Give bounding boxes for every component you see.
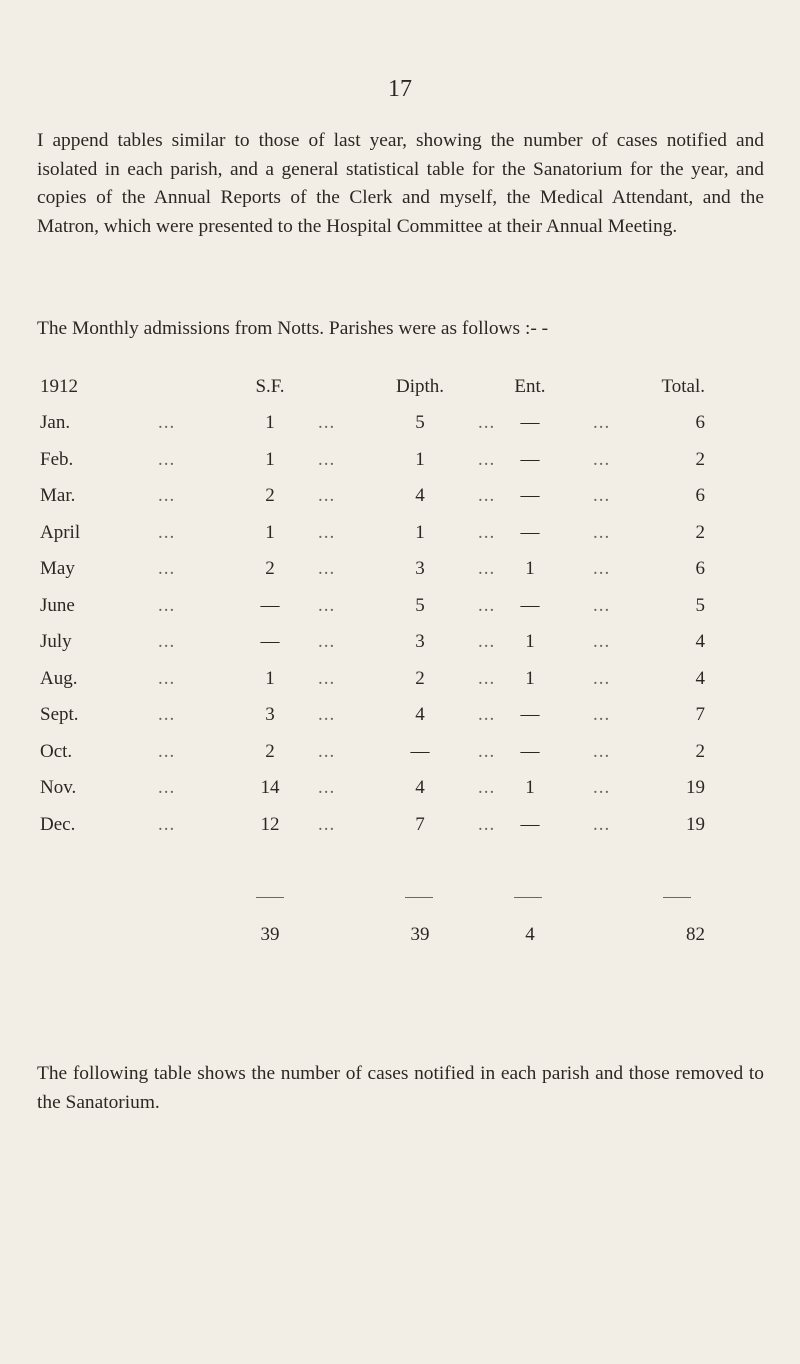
header-total: Total. <box>661 376 705 397</box>
row-1-leader-2: ... <box>318 412 336 433</box>
row-11-leader-3: ... <box>478 777 496 798</box>
total-dipth: 39 <box>410 924 430 945</box>
row-11-total: 19 <box>686 777 705 798</box>
row-8-leader-4: ... <box>593 667 611 689</box>
row-9-leader-4: ... <box>593 704 611 725</box>
row-5-month: May <box>40 558 75 579</box>
row-9-dipth: 4 <box>415 704 425 725</box>
row-2-ent: — <box>520 448 540 470</box>
row-6-leader-2: ... <box>318 594 336 616</box>
row-8-leader-3: ... <box>478 667 496 689</box>
row-6-sf: — <box>260 594 280 616</box>
row-4-dipth: 1 <box>415 521 425 543</box>
row-4-month: April <box>40 521 81 543</box>
row-7-leader-3: ... <box>478 631 496 652</box>
row-6-leader-1: ... <box>158 594 176 616</box>
row-6-month: June <box>40 594 75 616</box>
row-7-ent: 1 <box>525 631 535 652</box>
row-11-leader-2: ... <box>318 777 336 798</box>
row-7-total: 4 <box>695 631 705 652</box>
row-2-sf: 1 <box>265 448 275 470</box>
row-4-leader-2: ... <box>318 521 336 543</box>
row-1-leader-3: ... <box>478 412 496 433</box>
row-10-month: Oct. <box>40 740 73 762</box>
total-rule-total <box>663 897 691 898</box>
row-7-dipth: 3 <box>415 631 425 652</box>
row-2-total: 2 <box>695 448 705 470</box>
row-11-dipth: 4 <box>415 777 425 798</box>
row-12-leader-3: ... <box>478 813 496 835</box>
row-10-leader-3: ... <box>478 740 496 762</box>
row-10-sf: 2 <box>265 740 275 762</box>
row-1-leader-4: ... <box>593 412 611 433</box>
row-5-leader-3: ... <box>478 558 496 579</box>
row-1-leader-1: ... <box>158 412 176 433</box>
total-ent: 4 <box>525 924 535 945</box>
row-10-ent: — <box>520 740 540 762</box>
row-2-month: Feb. <box>40 448 74 470</box>
row-1-dipth: 5 <box>415 412 425 433</box>
row-6-total: 5 <box>695 594 705 616</box>
row-4-leader-3: ... <box>478 521 496 543</box>
row-6-leader-4: ... <box>593 594 611 616</box>
row-6-dipth: 5 <box>415 594 425 616</box>
row-11-leader-4: ... <box>593 777 611 798</box>
monthly-admissions-table <box>40 376 770 1026</box>
row-9-leader-1: ... <box>158 704 176 725</box>
row-9-sf: 3 <box>265 704 275 725</box>
row-1-sf: 1 <box>265 412 275 433</box>
row-2-leader-1: ... <box>158 448 176 470</box>
row-4-leader-4: ... <box>593 521 611 543</box>
row-1-ent: — <box>520 412 540 433</box>
row-7-leader-1: ... <box>158 631 176 652</box>
row-1-total: 6 <box>695 412 705 433</box>
total-rule-sf <box>256 897 284 898</box>
total-rule-dipth <box>405 897 433 898</box>
row-12-leader-4: ... <box>593 813 611 835</box>
row-5-leader-1: ... <box>158 558 176 579</box>
row-3-dipth: 4 <box>415 485 425 506</box>
row-12-month: Dec. <box>40 813 76 835</box>
page-number: 17 <box>388 76 412 102</box>
row-5-leader-2: ... <box>318 558 336 579</box>
header-sf: S.F. <box>255 376 285 397</box>
row-7-sf: — <box>260 631 280 652</box>
row-8-month: Aug. <box>40 667 78 689</box>
row-1-month: Jan. <box>40 412 71 433</box>
row-3-ent: — <box>520 485 540 506</box>
row-9-ent: — <box>520 704 540 725</box>
row-4-leader-1: ... <box>158 521 176 543</box>
row-10-dipth: — <box>410 740 430 762</box>
row-10-leader-4: ... <box>593 740 611 762</box>
row-12-dipth: 7 <box>415 813 425 835</box>
row-9-leader-2: ... <box>318 704 336 725</box>
header-year: 1912 <box>40 376 78 397</box>
row-2-leader-2: ... <box>318 448 336 470</box>
row-9-leader-3: ... <box>478 704 496 725</box>
monthly-admissions-paragraph: The Monthly admissions from Notts. Parishes were as follows :- - <box>37 318 549 339</box>
intro-paragraph: I append tables similar to those of last year, showing the number of cases notified and isolated in each parish, and a general statistical table for the Sanatorium for the year, and copies of the Annual Reports of the Clerk and myself, the Medical Attendant, and the Matron, which were presented to the Hospital Committee at their Annual Meeting. <box>37 130 764 237</box>
row-12-ent: — <box>520 813 540 835</box>
row-3-leader-4: ... <box>593 485 611 506</box>
row-12-total: 19 <box>686 813 705 835</box>
row-8-ent: 1 <box>525 667 535 689</box>
row-3-leader-3: ... <box>478 485 496 506</box>
row-7-leader-4: ... <box>593 631 611 652</box>
row-12-sf: 12 <box>260 813 280 835</box>
row-3-leader-2: ... <box>318 485 336 506</box>
row-3-sf: 2 <box>265 485 275 506</box>
row-2-leader-3: ... <box>478 448 496 470</box>
row-5-leader-4: ... <box>593 558 611 579</box>
row-3-month: Mar. <box>40 485 76 506</box>
row-5-total: 6 <box>695 558 705 579</box>
row-6-leader-3: ... <box>478 594 496 616</box>
row-11-sf: 14 <box>260 777 280 798</box>
total-sf: 39 <box>260 924 280 945</box>
row-12-leader-1: ... <box>158 813 176 835</box>
row-3-total: 6 <box>695 485 705 506</box>
row-5-ent: 1 <box>525 558 535 579</box>
following-paragraph: The following table shows the number of cases notified in each parish and those removed to the Sanatorium. <box>37 1063 764 1113</box>
row-2-leader-4: ... <box>593 448 611 470</box>
row-8-dipth: 2 <box>415 667 425 689</box>
total-rule-ent <box>514 897 542 898</box>
row-4-total: 2 <box>695 521 705 543</box>
row-9-total: 7 <box>695 704 705 725</box>
row-11-leader-1: ... <box>158 777 176 798</box>
total-all: 82 <box>686 924 705 945</box>
row-5-sf: 2 <box>265 558 275 579</box>
row-4-ent: — <box>520 521 540 543</box>
header-ent: Ent. <box>514 376 546 397</box>
row-8-sf: 1 <box>265 667 275 689</box>
row-10-leader-1: ... <box>158 740 176 762</box>
row-8-total: 4 <box>695 667 705 689</box>
row-2-dipth: 1 <box>415 448 425 470</box>
row-5-dipth: 3 <box>415 558 425 579</box>
row-11-month: Nov. <box>40 777 77 798</box>
row-4-sf: 1 <box>265 521 275 543</box>
row-8-leader-2: ... <box>318 667 336 689</box>
row-6-ent: — <box>520 594 540 616</box>
row-11-ent: 1 <box>525 777 535 798</box>
row-8-leader-1: ... <box>158 667 176 689</box>
header-dipth: Dipth. <box>395 376 445 397</box>
row-7-leader-2: ... <box>318 631 336 652</box>
row-9-month: Sept. <box>40 704 79 725</box>
row-3-leader-1: ... <box>158 485 176 506</box>
row-10-total: 2 <box>695 740 705 762</box>
row-7-month: July <box>40 631 72 652</box>
row-10-leader-2: ... <box>318 740 336 762</box>
row-12-leader-2: ... <box>318 813 336 835</box>
